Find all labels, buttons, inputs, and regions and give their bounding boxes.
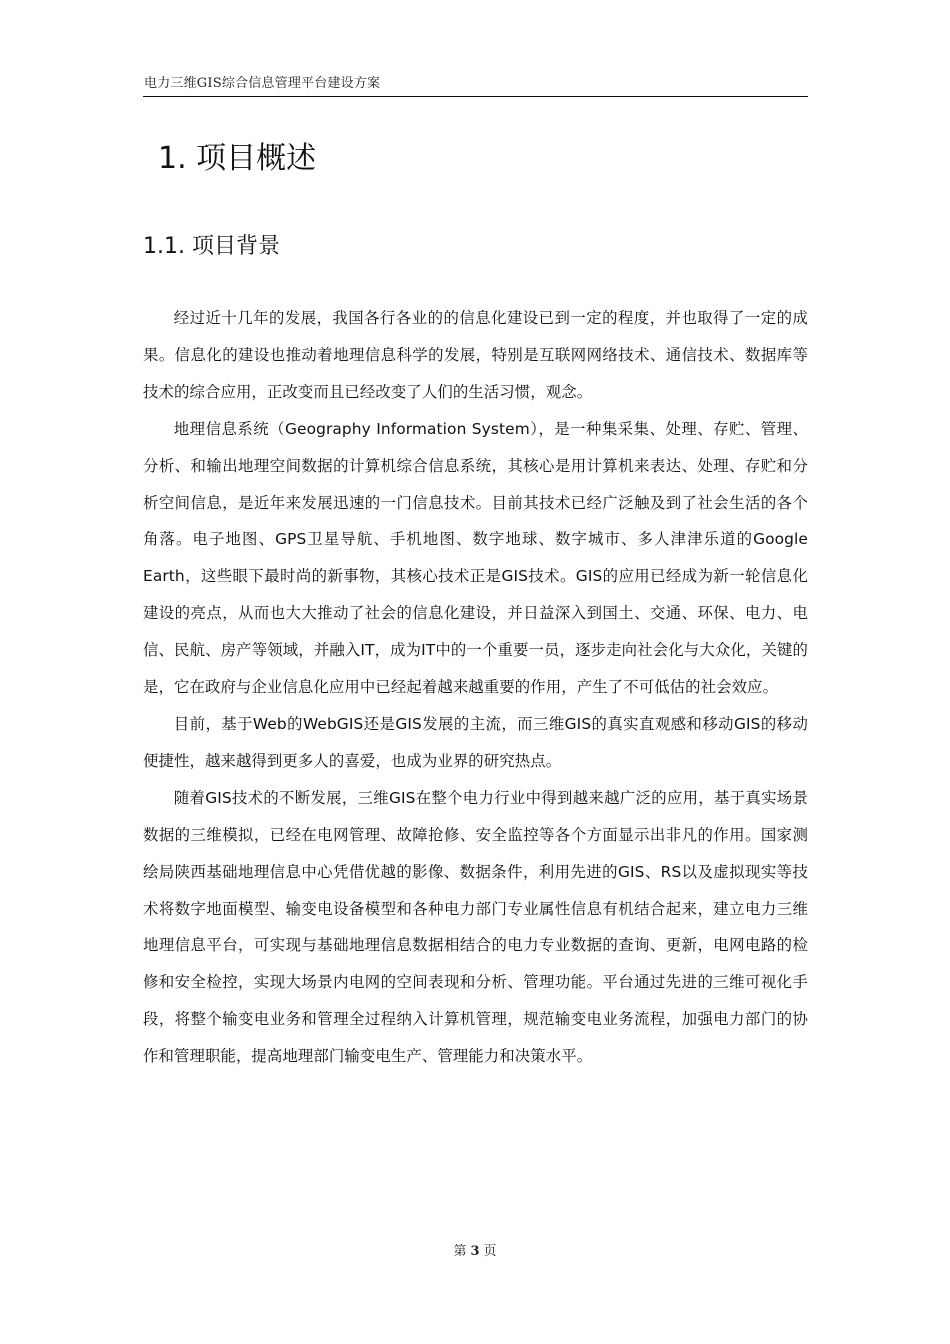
page-prefix: 第 xyxy=(453,1244,467,1259)
document-title: 电力三维GIS综合信息管理平台建设方案 xyxy=(144,76,381,91)
paragraph: 地理信息系统（Geography Information System），是一种集采集、处理、存贮、管理、分析、和输出地理空间数据的计算机综合信息系统，其核心是用计算机来表达、处理、存贮和分析空间信息，是近年来发展迅速的一门信息技术。目前其技术已经广泛触及到了社会生活的各个角落。电子地图、GPS卫星导航、手机地图、数字地球、数字城市、多人津津乐道的Google Earth，这些眼下最时尚的新事物，其核心技术正是GIS技术。GIS的应用已经成为新一轮信息化建设的亮点，从而也大大推动了社会的信息化建设，并日益深入到国土、交通、环保、电力、电信、民航、房产等领域，并融入IT，成为IT中的一个重要一员，逐步走向社会化与大众化，关键的是，它在政府与企业信息化应用中已经起着越来越重要的作用，产生了不可低估的社会效应。 xyxy=(143,419,808,697)
page-suffix: 页 xyxy=(483,1244,497,1259)
page-number: 3 xyxy=(470,1244,480,1259)
paragraph: 随着GIS技术的不断发展，三维GIS在整个电力行业中得到越来越广泛的应用，基于真实场景数据的三维模拟，已经在电网管理、故障抢修、安全监控等各个方面显示出非凡的作用。国家测绘局陕西基础地理信息中心凭借优越的影像、数据条件，利用先进的GIS、RS以及虚拟现实等技术将数字地面模型、输变电设备模型和各种电力部门专业属性信息有机结合起来，建立电力三维地理信息平台，可实现与基础地理信息数据相结合的电力专业数据的查询、更新，电网电路的检修和安全检控，实现大场景内电网的空间表现和分析、管理功能。平台通过先进的三维可视化手段，将整个输变电业务和管理全过程纳入计算机管理，规范输变电业务流程，加强电力部门的协作和管理职能，提高地理部门输变电生产、管理能力和决策水平。 xyxy=(143,788,808,1066)
paragraph: 目前，基于Web的WebGIS还是GIS发展的主流，而三维GIS的真实直观感和移动GIS的移动便捷性，越来越得到更多人的喜爱，也成为业界的研究热点。 xyxy=(143,714,808,770)
page-footer xyxy=(0,1240,950,1259)
page-header xyxy=(143,70,808,97)
section-heading: 1. 项目概述 xyxy=(158,141,317,176)
subsection-heading: 1.1. 项目背景 xyxy=(143,234,280,259)
body-text xyxy=(143,300,808,1075)
paragraph: 经过近十几年的发展，我国各行各业的的信息化建设已到一定的程度，并也取得了一定的成果。信息化的建设也推动着地理信息科学的发展，特别是互联网网络技术、通信技术、数据库等技术的综合应用，正改变而且已经改变了人们的生活习惯，观念。 xyxy=(143,309,808,401)
